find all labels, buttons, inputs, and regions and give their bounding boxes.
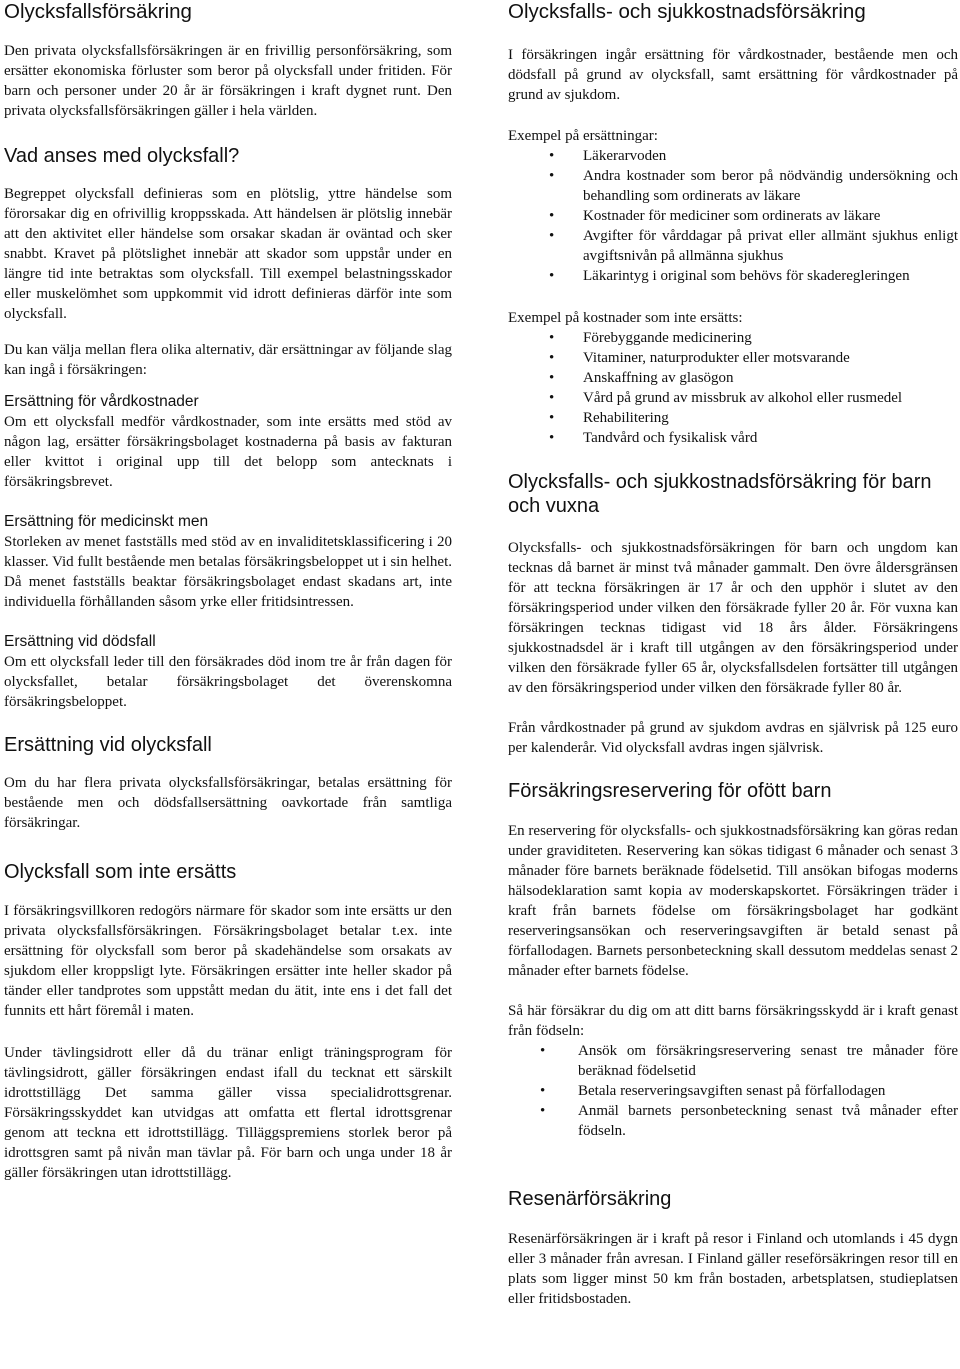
list-item: • Läkarintyg i original som behövs för skaderegleringen (508, 266, 958, 286)
exempel-ersattningar-label: Exempel på ersättningar: (508, 128, 658, 144)
paragraph-sjukkostnad: I försäkringen ingår ersättning för vårdkostnader, bestående men och dödsfall på grund av olycksfall, samt ersättning för vårdkostnader på grund av sjukdom. (508, 47, 958, 103)
paragraph-sjalvrisk: Från vårdkostnader på grund av sjukdom avdras en självrisk på 125 euro per kalenderår. Vid olycksfall avdras ingen självrisk. (508, 720, 958, 756)
paragraph-tavlingsidrott: Under tävlingsidrott eller då du tränar enligt träningsprogram för tävlingsidrott, gäller försäkringen endast ifall du tecknat ett särskilt idrottstillägg Det samma gäller vissa specialidrottsgrenar. Försäkringsskyddet kan utvidgas att omfatta ett flertal idrottsgrenar genom att teckna ett idrottstillägg. Tilläggspremiens storlek beror på idrottsgren samt på nivån man tävlar på. För barn och unga under 18 år gäller försäkringen utan idrottstillägg. (4, 1045, 452, 1181)
paragraph-dodsfall: Om ett olycksfall leder till den försäkrades död inom tre år från dagen för olycksfallet, betalar försäkringsbolaget det överenskomna försäkringsbeloppet. (4, 654, 452, 710)
exempel-inte-label: Exempel på kostnader som inte ersätts: (508, 310, 743, 326)
heading-inte-ersatts: Olycksfall som inte ersätts (4, 861, 237, 883)
list-item: • Ansök om försäkringsreservering senast tre månader före beräknad födelsetid (508, 1041, 958, 1081)
left-column (4, 0, 452, 1183)
list-item: • Rehabilitering (508, 408, 958, 428)
paragraph-vardkostnader: Om ett olycksfall medför vårdkostnader, som inte ersätts med stöd av någon lag, ersätter försäkringsbolaget kostnaderna på basis av fakturan eller kvittot i original upp till det belopp som antecknats i försäkringsbrevet. (4, 414, 452, 490)
list-item: • Vitaminer, naturprodukter eller motsvarande (508, 348, 958, 368)
heading-sjukkostnad: Olycksfalls- och sjukkostnadsförsäkring (508, 0, 866, 23)
paragraph-vid-olycksfall: Om du har flera privata olycksfallsförsäkringar, betalas ersättning för bestående men och dödsfallsersättning oavkortade från samtliga försäkringar. (4, 775, 452, 831)
heading-olycksfallsforsakring: Olycksfallsförsäkring (4, 0, 192, 23)
paragraph-du-kan: Du kan välja mellan flera olika alternativ, där ersättningar av följande slag kan ingå i försäkringen: (4, 342, 452, 378)
paragraph-begreppet: Begreppet olycksfall definieras som en plötslig, yttre händelse som förorsakar dig en ofrivillig kroppsskada. Att händelsen är plötslig innebär att den aktivitet eller händelse som orsakar skadan är oväntad och sker snabbt. Kravet på plötslighet innebär att skador som uppstår under en längre tid inte betraktas som olycksfall. Till exempel belastningsskador eller muskelömhet som uppkommit vid idrott definieras därför inte som olycksfall. (4, 186, 452, 322)
heading-dodsfall: Ersättning vid dödsfall (4, 633, 156, 650)
list-item: • Tandvård och fysikalisk vård (508, 428, 958, 448)
heading-vad-anses: Vad anses med olycksfall? (4, 145, 240, 167)
paragraph-intro: Den privata olycksfallsförsäkringen är en frivillig personförsäkring, som ersätter ekonomiska förluster som beror på olycksfall under fritiden. För barn och personer under 20 år är försäkringen i kraft dygnet runt. Den privata olycksfallsförsäkringen gäller i hela världen. (4, 43, 452, 119)
list-item: • Läkerarvoden (508, 146, 958, 166)
heading-vardkostnader: Ersättning för vårdkostnader (4, 393, 199, 410)
list-item: • Andra kostnader som beror på nödvändig undersökning och behandling som ordinerats av läkare (508, 166, 958, 206)
heading-medicinskt-men: Ersättning för medicinskt men (4, 513, 209, 530)
list-item: • Vård på grund av missbruk av alkohol eller rusmedel (508, 388, 958, 408)
paragraph-medicinskt-men: Storleken av menet fastställs med stöd av en invaliditetsklassificering i 20 klasser. Vid fullt bestående men betalas försäkringsbeloppet ut i sin helhet. Då menet fastställs beaktar försäkringsbolaget endast skadans art, inte individuella förhållanden såsom yrke eller fritidsintressen. (4, 534, 452, 610)
list-item: • Förebyggande medicinering (508, 328, 958, 348)
heading-vid-olycksfall: Ersättning vid olycksfall (4, 734, 212, 756)
paragraph-inte-ersatts: I försäkringsvillkoren redogörs närmare för skador som inte ersätts ur den privata olycksfallsförsäkringen. Försäkringsbolaget betalar t.ex. inte ersättning för olycksfall som beror på skadehändelse som orsakats av sjukdom eller kroppsligt lyte. Försäkringen ersätter inte heller skador på tänder eller tandprotes som uppstått medan du ätit, inte ens i det fall det funnits ett hårt föremål i maten. (4, 903, 452, 1019)
paragraph-barn-vuxna: Olycksfalls- och sjukkostnadsförsäkringen för barn och ungdom kan tecknas då barnet är minst två månader gammalt. Den övre åldersgränsen för att teckna försäkringen är 17 år och den upphör i slutet av den försäkringsperiod under vilken den försäkrade fyller 20 år. För vuxna kan försäkringen tecknas tidigast vid 18 års ålder. Försäkringens sjukkostnadsdel är i kraft till utgången av den försäkringsperiod under vilken den försäkrade fyller 65 år, olycksfallsdelen fortsätter till utgången av den försäkringsperiod under vilken den försäkrade fyller 80 år. (508, 540, 958, 696)
list-item: • Kostnader för mediciner som ordinerats av läkare (508, 206, 958, 226)
list-item: • Avgifter för vårddagar på privat eller allmänt sjukhus enligt avgiftsnivån på allmänna sjukhus (508, 226, 958, 266)
heading-barn-vuxna: Olycksfalls- och sjukkostnadsförsäkring för barn och vuxna (508, 471, 932, 517)
heading-resenar: Resenärförsäkring (508, 1188, 672, 1210)
exempel-ersattningar-list (508, 146, 958, 286)
right-column (508, 0, 958, 1309)
exempel-inte-list (508, 328, 958, 448)
list-item: • Anskaffning av glasögon (508, 368, 958, 388)
paragraph-ofott-barn: En reservering för olycksfalls- och sjukkostnadsförsäkring kan göras redan under graviditeten. Reservering kan sökas tidigast 6 månader och senast 3 månader före barnets beräknade födelsetid. Till ansökan bifogas moderns hälsodeklaration samt kopia av moderskapskortet. Försäkringen träder i kraft från barnets födelse om försäkringsbolaget har godkänt reserveringsansökan och reserveringsavgiften är betald senast på förfallodagen. Barnets personbeteckning skall dessutom meddelas senast 2 månader efter barnets födelse. (508, 823, 958, 979)
heading-ofott-barn: Försäkringsreservering för ofött barn (508, 780, 832, 802)
list-item: • Anmäl barnets personbeteckning senast två månader efter födseln. (508, 1101, 958, 1141)
paragraph-resenar: Resenärförsäkringen är i kraft på resor i Finland och utomlands i 45 dygn eller 3 månader från avresan. I Finland gäller reseförsäkringen resor till en plats som ligger minst 50 km från bostaden, arbetsplatsen, studieplatsen eller fritidsbostaden. (508, 1231, 958, 1307)
sa-har-list (508, 1041, 958, 1141)
paragraph-sa-har: Så här försäkrar du dig om att ditt barns försäkringsskydd är i kraft genast från födseln: (508, 1003, 958, 1039)
list-item: • Betala reserveringsavgiften senast på förfallodagen (508, 1081, 958, 1101)
